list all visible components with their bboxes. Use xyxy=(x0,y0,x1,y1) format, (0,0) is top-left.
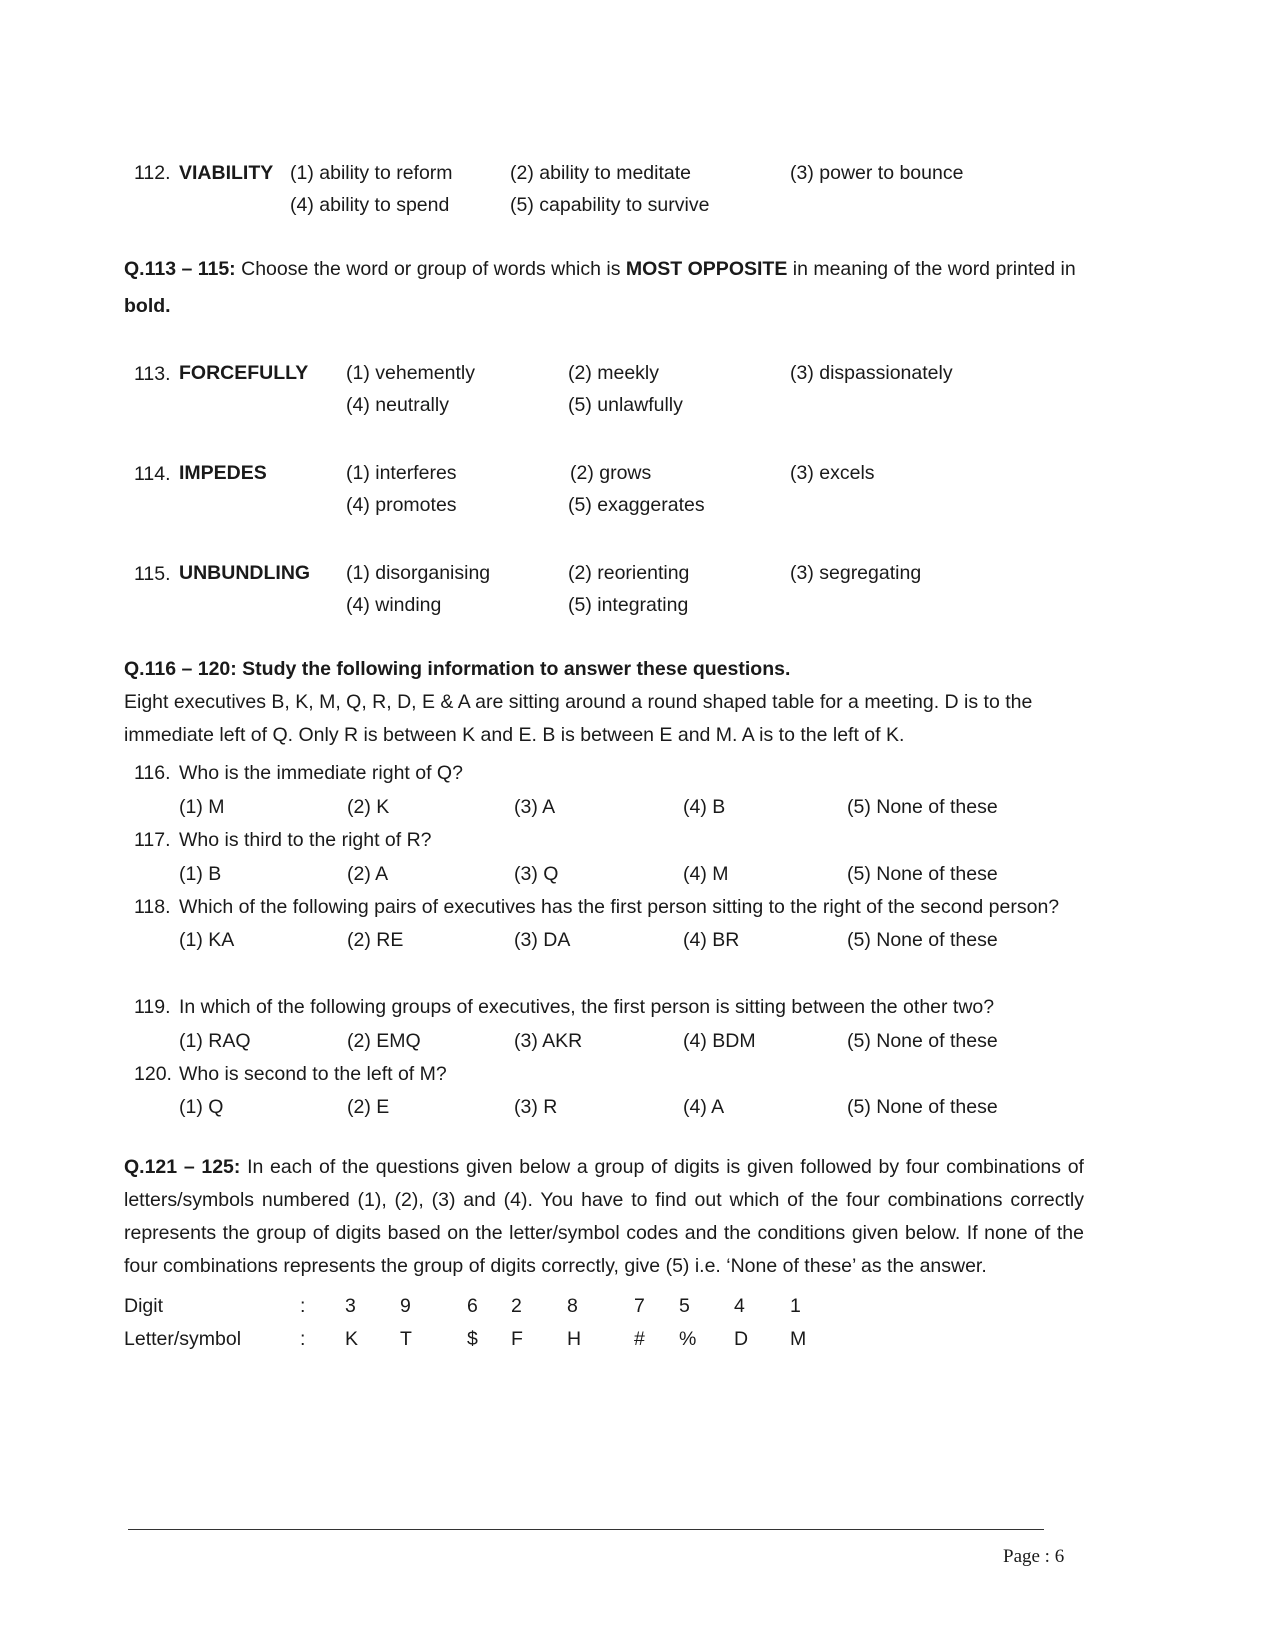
option: (1) RAQ xyxy=(179,1030,251,1052)
option: (2) grows xyxy=(570,462,652,484)
option: (4) M xyxy=(683,863,729,885)
option: (2) meekly xyxy=(568,362,660,384)
symbol: K xyxy=(345,1328,359,1350)
section-instructions: Q.113 – 115: Choose the word or group of words which is MOST OPPOSITE in meaning of the word printed in bold. xyxy=(124,258,1076,317)
question-text: In which of the following groups of executives, the first person is sitting between the other two? xyxy=(179,996,995,1018)
question-word: UNBUNDLING xyxy=(179,562,311,584)
section-instructions: Q.121 – 125: In each of the questions given below a group of digits is given followed by four combinations of letters/symbols numbered (1), (2), (3) and (4). You have to find out which of the four combinations correctly represents the group of digits based on the letter/symbol codes and the conditions given below. If none of the four combinations represents the group of digits correctly, give (5) i.e. ‘None of these’ as the answer. xyxy=(124,1156,1084,1277)
option: (3) R xyxy=(514,1096,558,1118)
option: (2) E xyxy=(347,1096,390,1118)
option: (3) Q xyxy=(514,863,559,885)
symbol: % xyxy=(679,1328,697,1350)
question-text: Who is the immediate right of Q? xyxy=(179,762,463,784)
digit: 3 xyxy=(345,1295,356,1317)
option: (1) ability to reform xyxy=(290,162,453,184)
digit: 9 xyxy=(400,1295,411,1317)
option: (5) None of these xyxy=(847,863,998,885)
digit: 4 xyxy=(734,1295,745,1317)
section-instructions: Eight executives B, K, M, Q, R, D, E & A are sitting around a round shaped table for a meeting. D is to the immediate left of Q. Only R is between K and E. B is between E and M. A is to the left of K. xyxy=(124,691,1033,746)
question-text: Who is third to the right of R? xyxy=(179,829,432,851)
question-number: 113. xyxy=(134,363,171,385)
question-number: 118. xyxy=(134,896,171,918)
option: (3) AKR xyxy=(514,1030,583,1052)
option: (4) BR xyxy=(683,929,740,951)
digit: 5 xyxy=(679,1295,690,1317)
option: (4) B xyxy=(683,796,726,818)
option: (1) disorganising xyxy=(346,562,491,584)
question-word: FORCEFULLY xyxy=(179,362,309,384)
option: (4) neutrally xyxy=(346,394,449,416)
option: (2) EMQ xyxy=(347,1030,421,1052)
section-heading: Q.116 – 120: Study the following information to answer these questions. xyxy=(124,658,791,680)
option: (4) A xyxy=(683,1096,725,1118)
option: (5) unlawfully xyxy=(568,394,683,416)
option: (2) RE xyxy=(347,929,404,951)
symbol-label: Letter/symbol xyxy=(124,1328,242,1350)
question-number: 117. xyxy=(134,829,171,851)
option: (5) capability to survive xyxy=(510,194,710,216)
symbol: T xyxy=(400,1328,412,1350)
digit: 8 xyxy=(567,1295,578,1317)
question-number: 112. xyxy=(134,162,171,184)
symbol: H xyxy=(567,1328,582,1350)
option: (5) None of these xyxy=(847,1030,998,1052)
option: (2) K xyxy=(347,796,390,818)
option: (2) A xyxy=(347,863,389,885)
colon: : xyxy=(300,1328,306,1350)
option: (1) interferes xyxy=(346,462,457,484)
option: (1) KA xyxy=(179,929,235,951)
question-text: Who is second to the left of M? xyxy=(179,1063,447,1085)
symbol: D xyxy=(734,1328,749,1350)
symbol: M xyxy=(790,1328,807,1350)
option: (5) None of these xyxy=(847,1096,998,1118)
colon: : xyxy=(300,1295,306,1317)
question-word: VIABILITY xyxy=(179,162,274,184)
option: (4) ability to spend xyxy=(290,194,450,216)
option: (3) A xyxy=(514,796,556,818)
question-number: 116. xyxy=(134,762,171,784)
digit: 7 xyxy=(634,1295,645,1317)
option: (4) BDM xyxy=(683,1030,756,1052)
option: (3) dispassionately xyxy=(790,362,953,384)
question-word: IMPEDES xyxy=(179,462,267,484)
option: (5) exaggerates xyxy=(568,494,705,516)
option: (3) excels xyxy=(790,462,875,484)
digit-label: Digit xyxy=(124,1295,164,1317)
question-number: 115. xyxy=(134,563,171,585)
option: (2) reorienting xyxy=(568,562,690,584)
symbol: # xyxy=(634,1328,645,1350)
option: (5) integrating xyxy=(568,594,689,616)
option: (3) DA xyxy=(514,929,571,951)
option: (1) M xyxy=(179,796,225,818)
question-text: Which of the following pairs of executives has the first person sitting to the right of the second person? xyxy=(179,896,1060,918)
option: (4) promotes xyxy=(346,494,457,516)
option: (5) None of these xyxy=(847,796,998,818)
option: (3) segregating xyxy=(790,562,922,584)
symbol: F xyxy=(511,1328,523,1350)
symbol: $ xyxy=(467,1328,478,1350)
digit: 6 xyxy=(467,1295,478,1317)
footer-rule xyxy=(128,1529,1044,1530)
option: (1) Q xyxy=(179,1096,224,1118)
digit: 2 xyxy=(511,1295,522,1317)
digit: 1 xyxy=(790,1295,801,1317)
page-number: Page : 6 xyxy=(1003,1546,1065,1567)
option: (1) vehemently xyxy=(346,362,475,384)
question-number: 120. xyxy=(134,1063,172,1085)
question-number: 119. xyxy=(134,996,171,1018)
option: (1) B xyxy=(179,863,222,885)
option: (4) winding xyxy=(346,594,442,616)
option: (3) power to bounce xyxy=(790,162,964,184)
question-number: 114. xyxy=(134,463,171,485)
option: (5) None of these xyxy=(847,929,998,951)
option: (2) ability to meditate xyxy=(510,162,691,184)
